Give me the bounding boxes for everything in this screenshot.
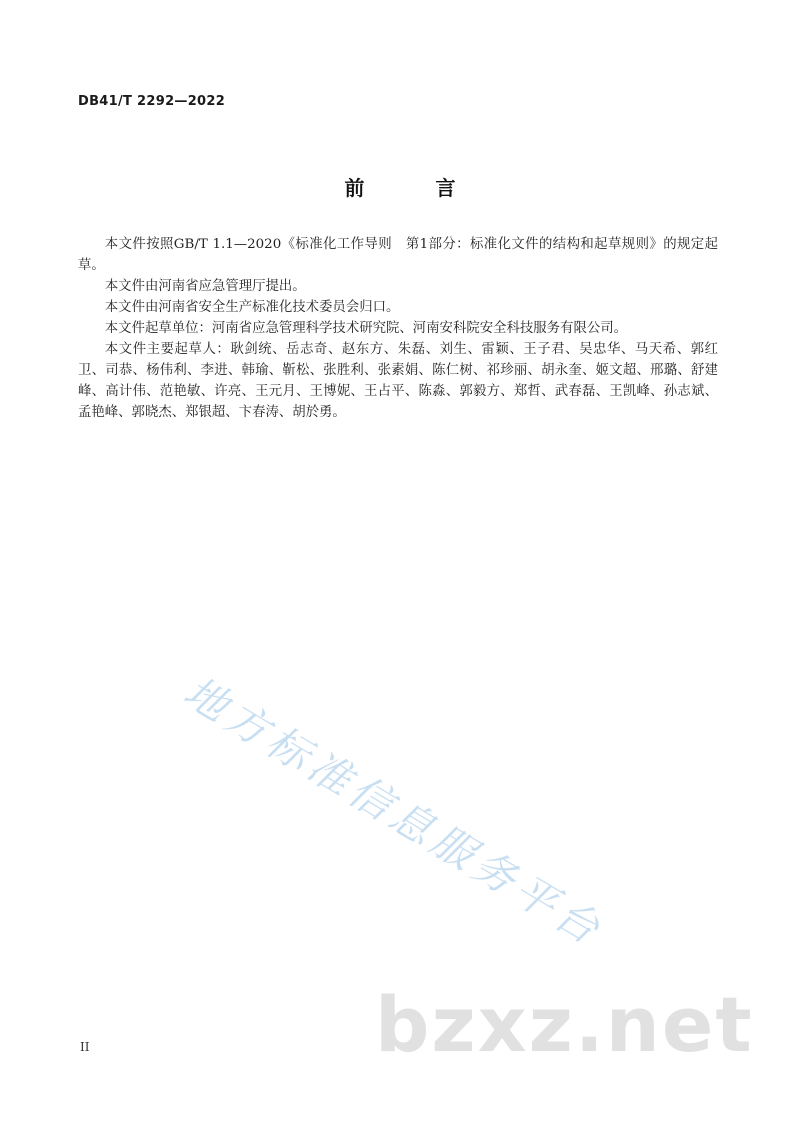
paragraph-proposer: 本文件由河南省应急管理厅提出。: [104, 279, 306, 294]
preface-body: [78, 234, 718, 423]
site-logo-watermark: bzxz.net: [375, 980, 754, 1069]
paragraph-drafters: 本文件主要起草人：耿剑统、岳志奇、赵东方、朱磊、刘生、雷颖、王子君、吴忠华、马天希、郭红卫、司恭、杨伟利、李进、韩瑜、靳松、张胜利、张素娟、陈仁树、祁珍丽、胡永奎、姬文超、邢璐、舒建峰、高计伟、范艳敏、许亮、王元月、王博妮、王占平、陈淼、郭毅方、郑哲、武春磊、王凯峰、孙志斌、孟艳峰、郭晓杰、郑银超、卞春涛、胡於勇。: [78, 342, 718, 420]
watermark: 地方标准信息服务平台: [175, 666, 613, 957]
document-code: DB41/T 2292—2022: [78, 94, 226, 109]
section-title: 前 言: [344, 176, 488, 200]
paragraph-drafting-rules: 本文件按照GB/T 1.1—2020《标准化工作导则 第1部分：标准化文件的结构和起草规则》的规定起草。: [78, 237, 718, 273]
page-number: II: [80, 1040, 90, 1054]
paragraph-committee: 本文件由河南省安全生产标准化技术委员会归口。: [104, 300, 400, 315]
paragraph-drafting-units: 本文件起草单位：河南省应急管理科学技术研究院、河南安科院安全科技服务有限公司。: [104, 321, 628, 336]
